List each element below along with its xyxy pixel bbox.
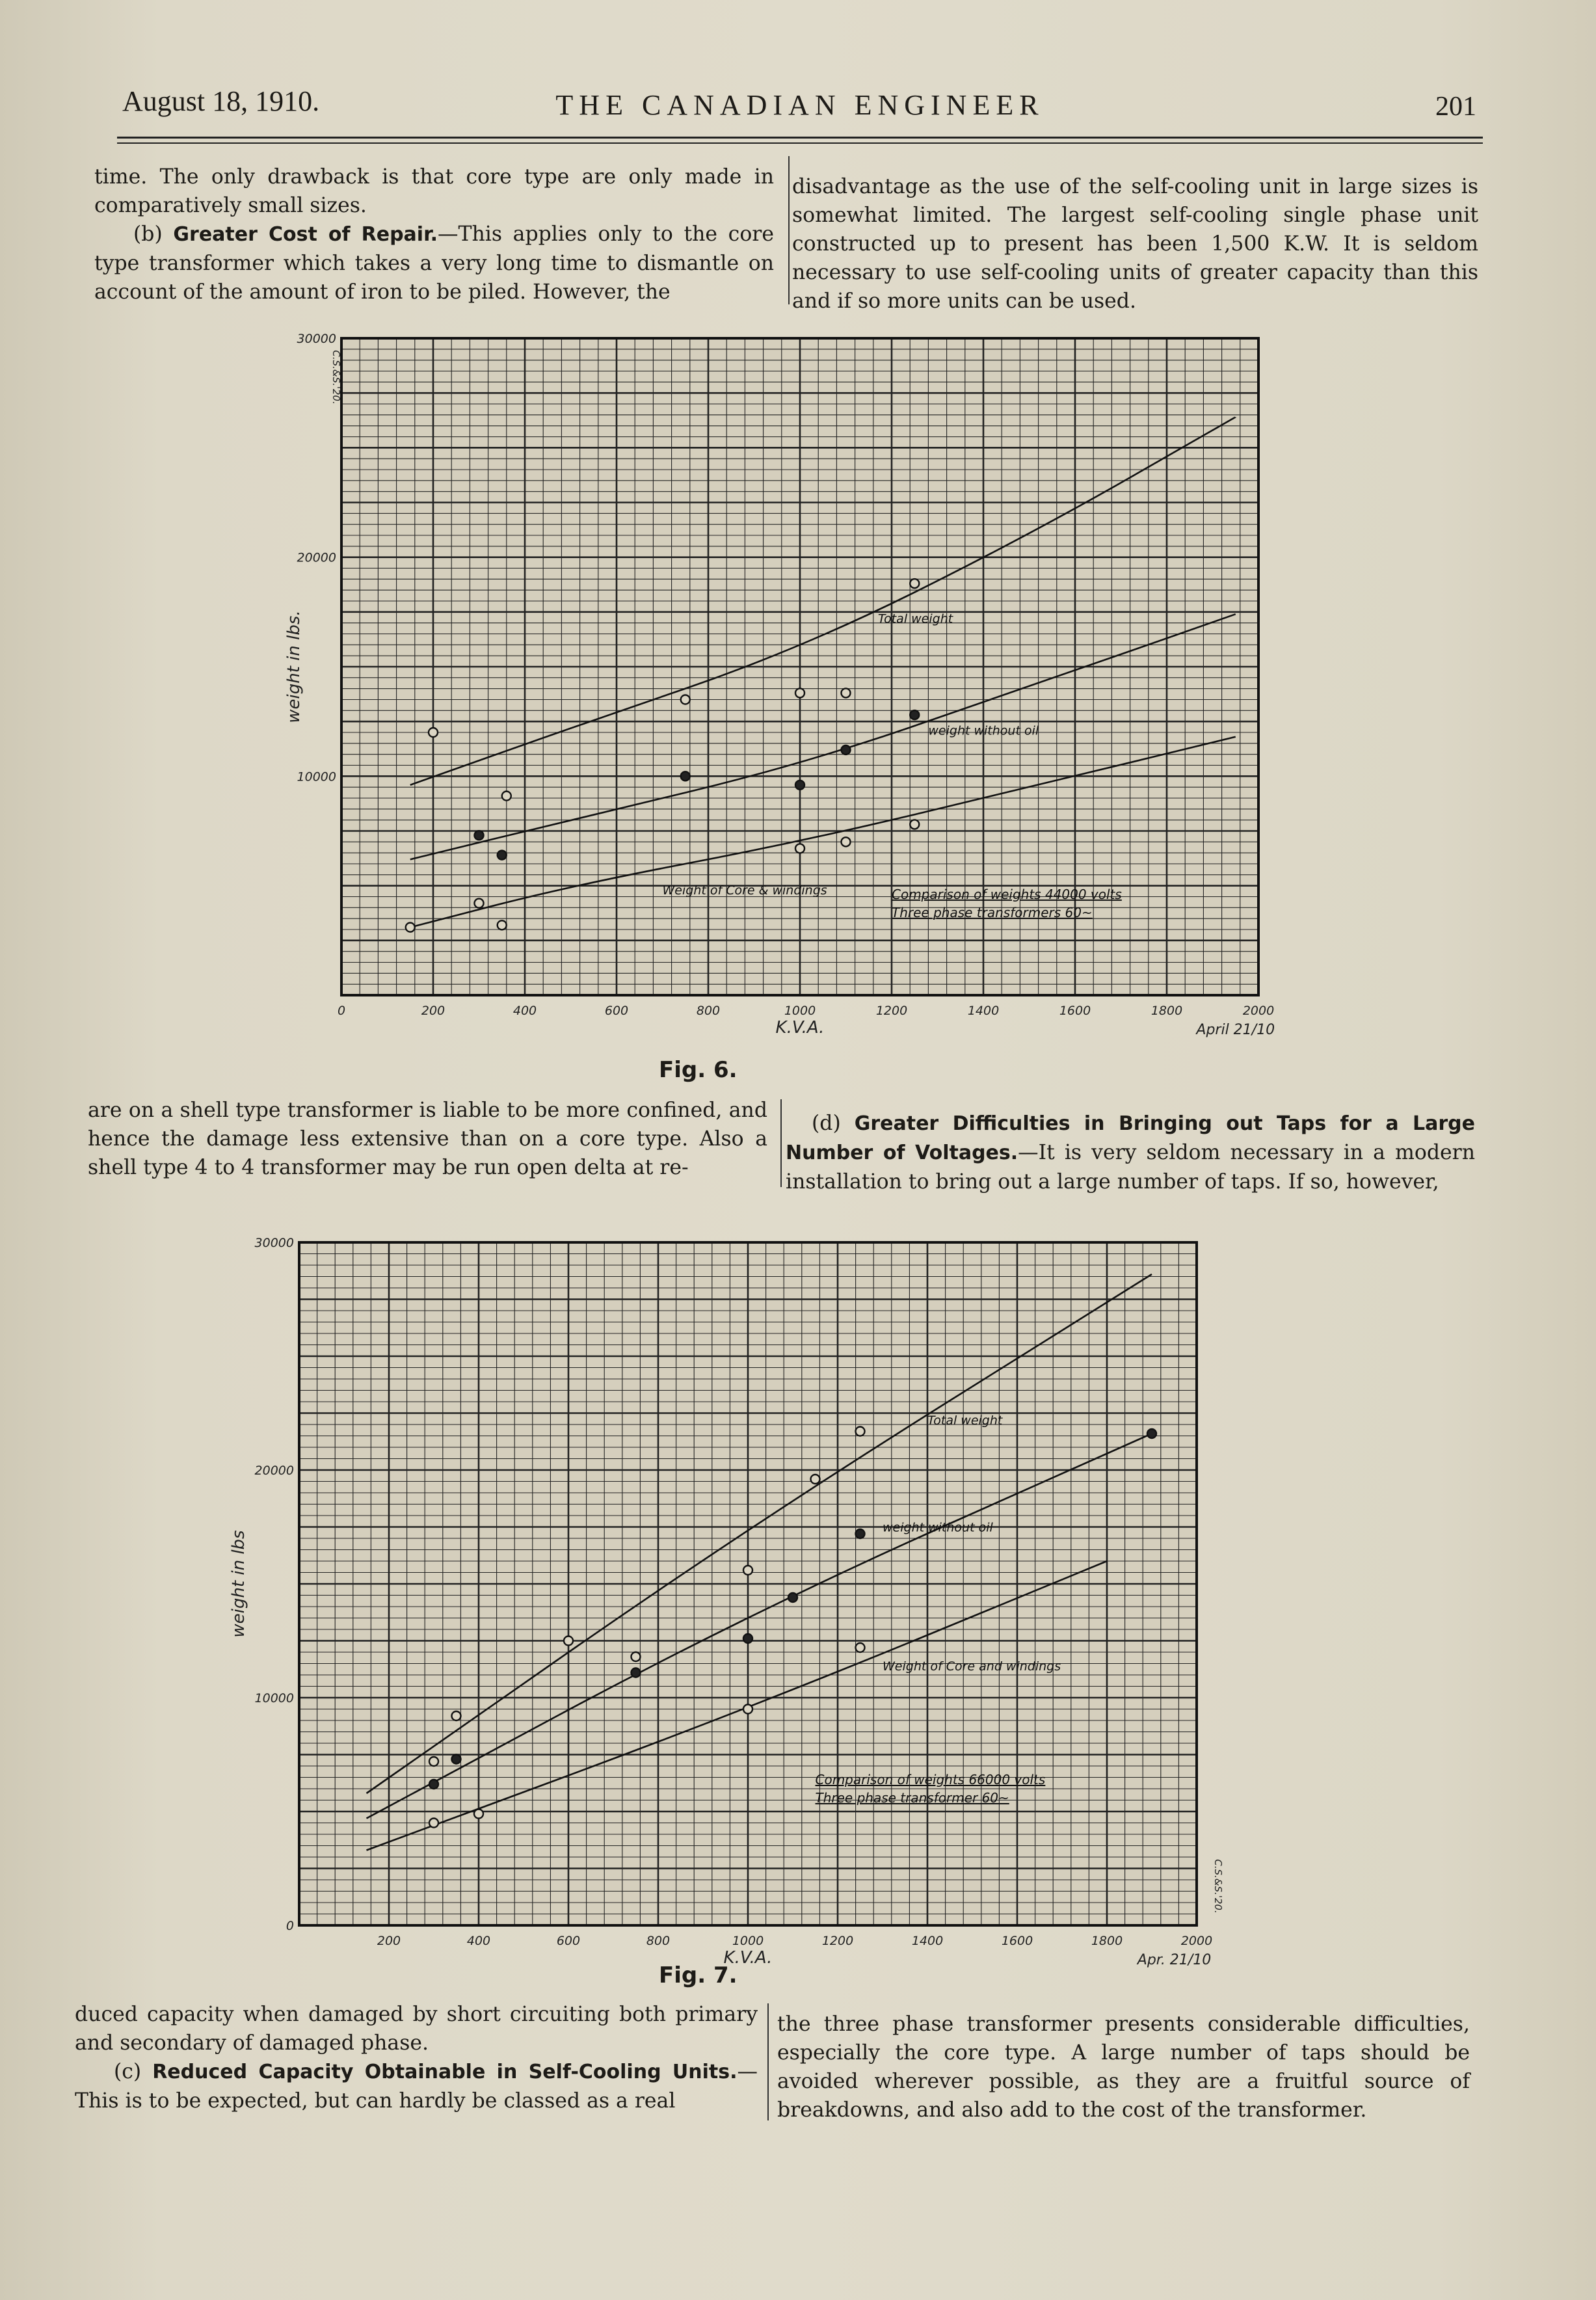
y-tick-label: 20000 bbox=[297, 550, 336, 565]
data-point bbox=[788, 1593, 797, 1602]
paragraph-body: —It is very seldom necessary in a modern installation to bring out a large number of taps. If so, however, bbox=[786, 1141, 1475, 1194]
data-point bbox=[564, 1637, 573, 1646]
x-tick-label: 1000 bbox=[784, 1004, 816, 1018]
column-divider bbox=[788, 156, 790, 304]
figure-7 bbox=[221, 1223, 1275, 1973]
data-point bbox=[474, 1810, 483, 1819]
column-top-left bbox=[94, 163, 774, 306]
series-label: weight without oil bbox=[883, 1520, 993, 1535]
x-tick-label: 1800 bbox=[1091, 1934, 1123, 1948]
data-point bbox=[452, 1711, 461, 1720]
data-point bbox=[681, 695, 690, 704]
series-label: Total weight bbox=[877, 611, 953, 626]
y-tick-label: 30000 bbox=[254, 1236, 294, 1250]
y-axis-label: weight in lbs bbox=[229, 1530, 248, 1638]
y-tick-label: 30000 bbox=[297, 332, 336, 346]
x-tick-label: 800 bbox=[696, 1004, 721, 1018]
data-point bbox=[743, 1566, 752, 1575]
figure-date: April 21/10 bbox=[1196, 1022, 1275, 1038]
data-point bbox=[1147, 1429, 1156, 1438]
chart-annotation: Comparison of weights 44000 volts bbox=[892, 886, 1122, 902]
x-tick-label: 1400 bbox=[967, 1004, 1000, 1018]
data-point bbox=[406, 923, 415, 932]
column-divider bbox=[780, 1099, 782, 1187]
data-point bbox=[910, 820, 919, 829]
paragraph-taps bbox=[786, 1109, 1475, 1196]
x-tick-label: 1600 bbox=[1001, 1934, 1033, 1948]
chart-annotation: Comparison of weights 66000 volts bbox=[815, 1772, 1046, 1787]
x-tick-label: 400 bbox=[512, 1004, 537, 1018]
header-rule-2 bbox=[117, 142, 1483, 144]
x-tick-label: 2000 bbox=[1180, 1934, 1213, 1948]
data-point bbox=[842, 688, 851, 697]
paragraph: the three phase transformer presents considerable difficulties, especially the core type. A large number of taps should be avoided wherever possible, as they are a fruitful source of breakdowns, and also add to the cost of the transformer. bbox=[777, 2012, 1470, 2122]
section-heading: Greater Difficulties in Bringing out Taps for a Large Number of Voltages. bbox=[786, 1112, 1475, 1164]
series-label: Weight of Core & windings bbox=[662, 883, 827, 898]
data-point bbox=[452, 1755, 461, 1764]
paragraph: time. The only drawback is that core type are only made in comparatively small sizes. bbox=[94, 165, 774, 217]
figure-6 bbox=[273, 325, 1327, 1063]
data-point bbox=[910, 710, 919, 719]
column-middle-right bbox=[786, 1109, 1475, 1196]
x-tick-label: 200 bbox=[421, 1004, 446, 1018]
data-point bbox=[842, 745, 851, 755]
x-tick-label: 1000 bbox=[732, 1934, 764, 1948]
data-point bbox=[429, 1780, 438, 1789]
x-axis-label: K.V.A. bbox=[775, 1018, 825, 1037]
paragraph-cost-of-repair bbox=[94, 220, 774, 306]
x-tick-label: 1800 bbox=[1150, 1004, 1183, 1018]
figure-6-chart bbox=[273, 325, 1327, 1060]
section-heading: Greater Cost of Repair. bbox=[173, 223, 438, 246]
x-tick-label: 200 bbox=[377, 1934, 401, 1948]
paragraph: disadvantage as the use of the self-cooling unit in large sizes is somewhat limited. The largest self-cooling single phase unit constructed up to present has been 1,500 K.W. It is seldom necessary to use self-cooling units of greater capacity than this and if so more units can be used. bbox=[792, 175, 1478, 313]
data-point bbox=[795, 781, 805, 790]
data-point bbox=[811, 1475, 820, 1484]
data-point bbox=[498, 851, 507, 860]
data-point bbox=[743, 1634, 752, 1643]
x-tick-label: 1600 bbox=[1059, 1004, 1091, 1018]
data-point bbox=[632, 1652, 641, 1661]
column-top-right bbox=[792, 172, 1478, 315]
page-number: 201 bbox=[1435, 92, 1476, 122]
column-divider bbox=[767, 2003, 769, 2120]
paragraph: duced capacity when damaged by short circuiting both primary and secondary of damaged phase. bbox=[75, 2003, 758, 2055]
column-bottom-right bbox=[777, 2010, 1470, 2124]
x-tick-label: 1200 bbox=[875, 1004, 908, 1018]
header-rule bbox=[117, 137, 1483, 139]
figure-date: Apr. 21/10 bbox=[1137, 1952, 1212, 1968]
item-label: (b) bbox=[133, 222, 163, 246]
data-point bbox=[429, 1757, 438, 1766]
x-tick-label: 600 bbox=[604, 1004, 629, 1018]
column-middle-left bbox=[88, 1096, 767, 1182]
x-tick-label: 600 bbox=[556, 1934, 581, 1948]
data-point bbox=[856, 1427, 865, 1436]
data-point bbox=[910, 579, 919, 588]
column-bottom-left bbox=[75, 2000, 758, 2115]
series-label: weight without oil bbox=[928, 723, 1039, 738]
y-tick-label: 20000 bbox=[254, 1464, 294, 1478]
data-point bbox=[429, 728, 438, 737]
x-tick-label: 2000 bbox=[1242, 1004, 1275, 1018]
data-point bbox=[856, 1643, 865, 1652]
data-point bbox=[502, 792, 511, 801]
paragraph-body: —This applies only to the core type transformer which takes a very long time to dismantle on account of the amount of iron to be piled. However, the bbox=[94, 222, 774, 304]
section-heading: Reduced Capacity Obtainable in Self-Cooling Units. bbox=[152, 2061, 738, 2083]
x-tick-label: 400 bbox=[466, 1934, 491, 1948]
y-tick-label: 10000 bbox=[254, 1691, 294, 1705]
item-label: (c) bbox=[114, 2060, 142, 2083]
data-point bbox=[743, 1705, 752, 1714]
data-point bbox=[681, 771, 690, 781]
paragraph-self-cooling bbox=[75, 2057, 758, 2115]
x-tick-label: 1200 bbox=[821, 1934, 854, 1948]
figure-7-chart bbox=[221, 1223, 1275, 1971]
figure-stamp: C.S.&S.'20. bbox=[330, 350, 342, 405]
data-point bbox=[632, 1668, 641, 1678]
chart-annotation: Three phase transformer 60~ bbox=[815, 1790, 1009, 1806]
figure-6-caption: Fig. 6. bbox=[659, 1057, 738, 1083]
x-tick-label: 1400 bbox=[911, 1934, 944, 1948]
item-label: (d) bbox=[812, 1112, 841, 1135]
paragraph: are on a shell type transformer is liable to be more confined, and hence the damage less extensive than on a core type. Also a shell type 4 to 4 transformer may be run open delta at re- bbox=[88, 1099, 767, 1179]
x-axis-label: K.V.A. bbox=[723, 1948, 773, 1968]
y-tick-label: 0 bbox=[286, 1919, 294, 1933]
data-point bbox=[498, 920, 507, 929]
x-tick-label: 0 bbox=[337, 1004, 346, 1018]
data-point bbox=[795, 844, 805, 853]
data-point bbox=[856, 1529, 865, 1538]
data-point bbox=[795, 688, 805, 697]
data-point bbox=[475, 899, 484, 908]
y-tick-label: 10000 bbox=[297, 769, 336, 784]
paragraph-body: — This is to be expected, but can hardly be classed as a real bbox=[75, 2060, 758, 2113]
data-point bbox=[429, 1819, 438, 1828]
data-point bbox=[842, 837, 851, 846]
x-tick-label: 800 bbox=[646, 1934, 671, 1948]
issue-date: August 18, 1910. bbox=[122, 85, 320, 117]
chart-annotation: Three phase transformers 60~ bbox=[892, 904, 1093, 920]
series-label: Total weight bbox=[927, 1413, 1003, 1428]
page-header bbox=[117, 85, 1483, 130]
data-point bbox=[475, 831, 484, 840]
series-label: Weight of Core and windings bbox=[883, 1659, 1061, 1674]
figure-stamp: C.S.&S.'20. bbox=[1212, 1859, 1224, 1914]
y-axis-label: weight in lbs. bbox=[284, 610, 304, 723]
journal-title: THE CANADIAN ENGINEER bbox=[555, 89, 1044, 121]
figure-7-caption: Fig. 7. bbox=[659, 1962, 738, 1988]
